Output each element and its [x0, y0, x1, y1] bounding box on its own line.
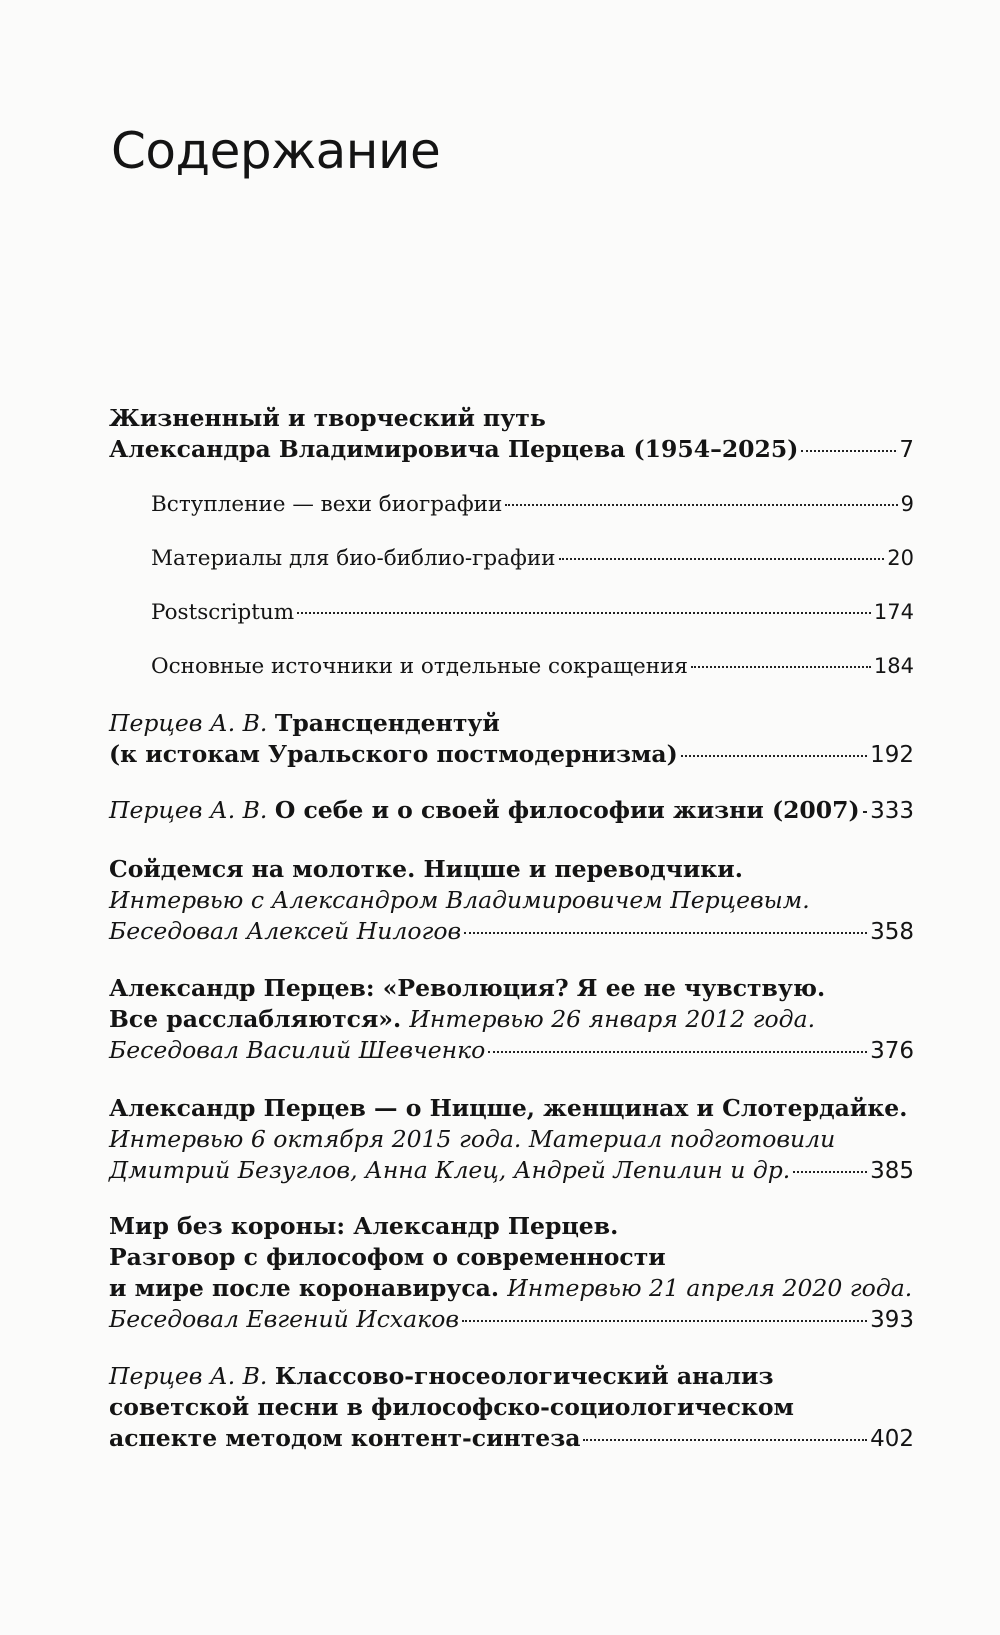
toc-text: Основные источники и отдельные сокращения [151, 654, 688, 679]
toc-italic-text: Интервью 26 января 2012 года. [409, 1005, 816, 1033]
toc-page-number: 7 [899, 437, 914, 463]
toc-line [109, 916, 914, 947]
toc-text: Сойдемся на молотке. Ницше и переводчики. [109, 855, 743, 883]
toc-text: Трансцендентуй [274, 709, 500, 737]
toc-line [151, 543, 914, 574]
toc-text: Материалы для био-библио-графии [151, 546, 556, 571]
toc-dot-leader [583, 1438, 867, 1441]
toc-text: (к истокам Уральского постмодернизма) [109, 740, 678, 768]
toc-line-text [109, 886, 810, 914]
toc-dot-leader [863, 810, 867, 813]
toc-subentry [151, 597, 914, 628]
toc-line [109, 885, 914, 916]
toc-text: советской песни в философско-социологическом [109, 1393, 794, 1421]
toc-text: Жизненный и творческий путь [109, 404, 546, 432]
toc-italic-text: Перцев А. В. [109, 1362, 275, 1390]
toc-line [151, 489, 914, 520]
toc-entry [109, 1211, 914, 1335]
toc-italic-text: Перцев А. В. [109, 709, 275, 737]
toc-line-text [109, 709, 500, 737]
toc-page-number: 393 [870, 1307, 914, 1333]
toc-line [109, 854, 914, 885]
toc-line [109, 1304, 914, 1335]
toc-dot-leader [464, 931, 867, 934]
toc-page-number: 174 [873, 600, 914, 624]
toc-line-text [109, 1362, 773, 1390]
toc-entry [109, 854, 914, 947]
toc-line [109, 1004, 914, 1035]
toc-line-text [109, 1212, 618, 1240]
toc-text: Разговор с философом о современности [109, 1243, 666, 1271]
toc-line-text [109, 1035, 485, 1066]
toc-page-number: 402 [870, 1426, 914, 1452]
toc-line-text [151, 489, 502, 520]
toc-text: Александра Владимировича Перцева (1954–2025) [109, 435, 799, 463]
toc-dot-leader [681, 754, 867, 757]
toc-text: аспекте методом контент-синтеза [109, 1424, 581, 1452]
toc-text: Postscriptum [151, 600, 295, 625]
toc-line [109, 434, 914, 465]
toc-line [109, 1035, 914, 1066]
toc-subentry [151, 489, 914, 520]
toc-line [109, 1211, 914, 1242]
toc-entry [109, 795, 914, 826]
toc-italic-text: Беседовал Василий Шевченко [109, 1036, 486, 1064]
toc-dot-leader [462, 1319, 867, 1322]
toc-line [109, 739, 914, 770]
toc-line-text [109, 1274, 912, 1302]
toc-line-text [109, 1423, 580, 1454]
toc-dot-leader [505, 503, 897, 506]
toc-page-number: 9 [900, 492, 914, 516]
toc-entry [109, 708, 914, 770]
toc-italic-text: Беседовал Евгений Исхаков [109, 1305, 460, 1333]
toc-line-text [109, 434, 798, 465]
toc-line-text [109, 855, 743, 883]
toc-page-number: 333 [870, 798, 914, 824]
toc-page-number: 20 [887, 546, 914, 570]
toc-line-text [109, 916, 461, 947]
toc-dot-leader [801, 449, 896, 452]
toc-line [109, 973, 914, 1004]
toc-line-text [151, 651, 688, 682]
toc-line [109, 1242, 914, 1273]
toc-text: Александр Перцев: «Революция? Я ее не чувствую. [109, 974, 826, 1002]
toc-line [109, 708, 914, 739]
toc-text: Александр Перцев — о Ницше, женщинах и Слотердайке. [109, 1094, 908, 1122]
toc-line-text [109, 795, 860, 826]
toc-text: Классово-гносеологический анализ [274, 1362, 774, 1390]
toc-line [109, 1124, 914, 1155]
toc-line-text [109, 1304, 459, 1335]
toc-subentry [151, 651, 914, 682]
toc-dot-leader [691, 665, 871, 668]
toc-italic-text: Интервью 21 апреля 2020 года. [507, 1274, 913, 1302]
toc-line [151, 651, 914, 682]
toc-line [109, 403, 914, 434]
toc-text: Все расслабляются». [109, 1005, 410, 1033]
toc-italic-text: Интервью с Александром Владимировичем Перцевым. [109, 886, 810, 914]
toc-line-text [109, 1393, 794, 1421]
toc-line [109, 1423, 914, 1454]
toc-line-text [109, 1005, 815, 1033]
toc-dot-leader [559, 557, 885, 560]
toc-line [109, 795, 914, 826]
toc-entry [109, 1361, 914, 1454]
toc-subentry [151, 543, 914, 574]
toc-text: Мир без короны: Александр Перцев. [109, 1212, 619, 1240]
toc-line-text [109, 1155, 790, 1186]
toc-line-text [109, 1094, 907, 1122]
toc-dot-leader [793, 1170, 867, 1173]
toc-page-number: 385 [870, 1158, 914, 1184]
toc-text: и мире после коронавируса. [109, 1274, 508, 1302]
toc-line-text [109, 1243, 666, 1271]
toc-line-text [109, 974, 825, 1002]
toc-line [109, 1093, 914, 1124]
toc-dot-leader [297, 611, 871, 614]
toc-line-text [151, 597, 294, 628]
page-title: Содержание [111, 122, 441, 180]
toc-page-number: 192 [870, 742, 914, 768]
toc-page-number: 358 [870, 919, 914, 945]
toc-line [109, 1361, 914, 1392]
toc-entry [109, 403, 914, 465]
toc-line-text [109, 739, 678, 770]
toc-text: Вступление — вехи биографии [151, 492, 503, 517]
toc-line [151, 597, 914, 628]
toc-entry [109, 973, 914, 1066]
toc-entry [109, 1093, 914, 1186]
toc-line [109, 1273, 914, 1304]
toc-line-text [109, 404, 546, 432]
toc-italic-text: Дмитрий Безуглов, Анна Клец, Андрей Лепилин и др. [109, 1156, 791, 1184]
toc-line-text [109, 1125, 835, 1153]
toc-line-text [151, 543, 556, 574]
toc-page-number: 376 [870, 1038, 914, 1064]
toc-italic-text: Интервью 6 октября 2015 года. Материал подготовили [109, 1125, 836, 1153]
toc-italic-text: Перцев А. В. [109, 796, 275, 824]
toc-page-number: 184 [873, 654, 914, 678]
toc-text: О себе и о своей философии жизни (2007) [274, 796, 860, 824]
toc-dot-leader [488, 1050, 867, 1053]
toc-line [109, 1155, 914, 1186]
toc-line [109, 1392, 914, 1423]
toc-italic-text: Беседовал Алексей Нилогов [109, 917, 462, 945]
